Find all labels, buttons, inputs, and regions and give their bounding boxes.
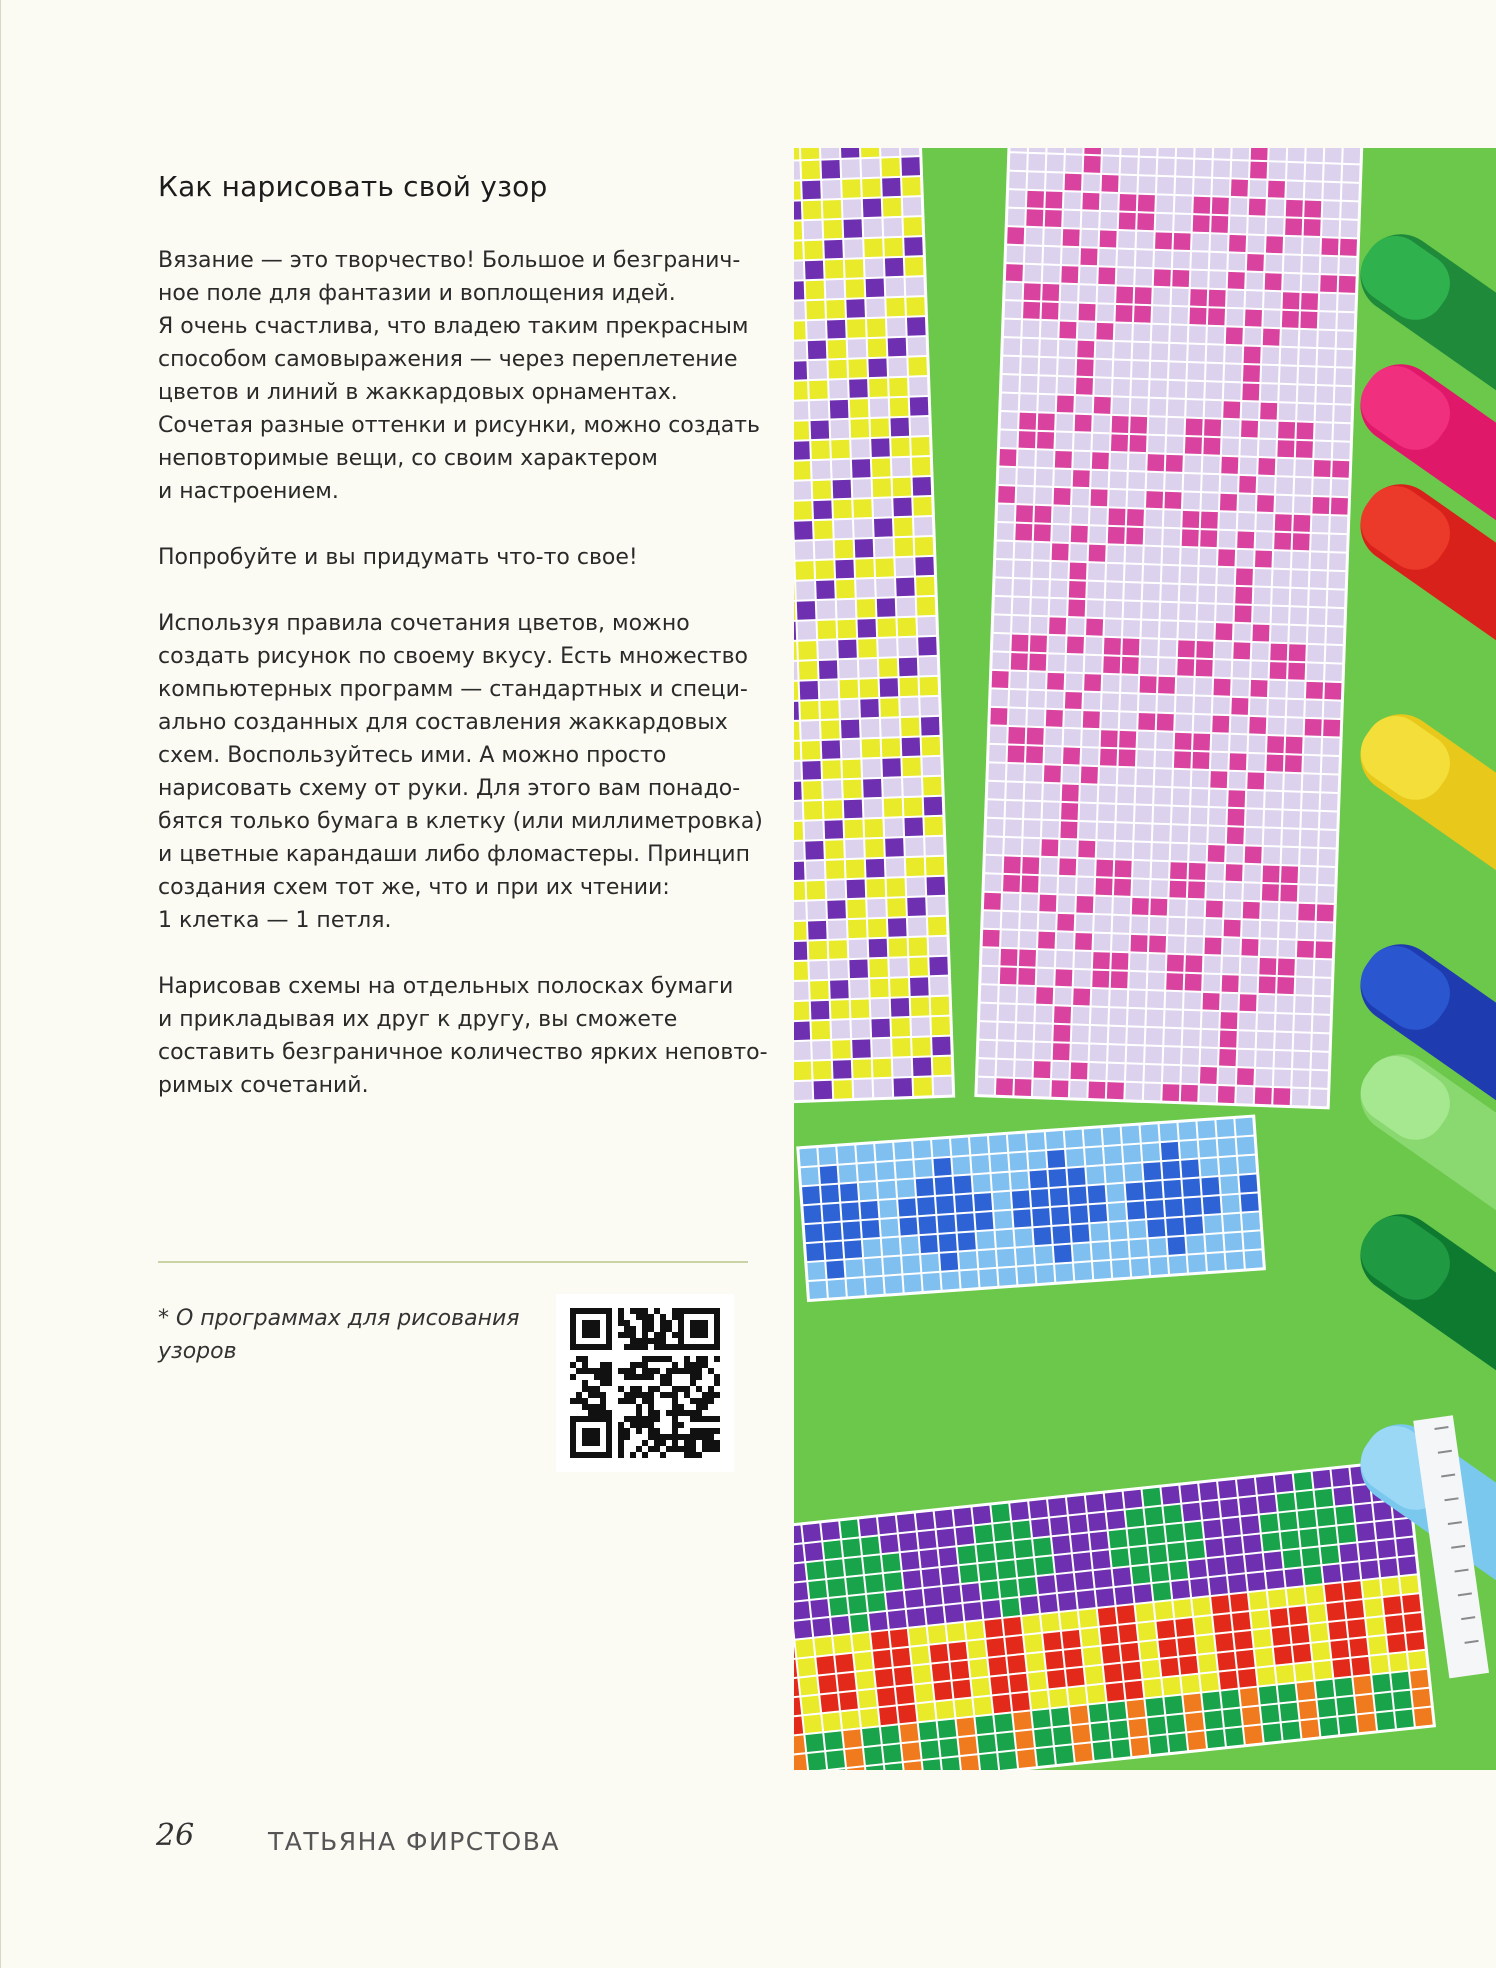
text-line: неповторимые вещи, со своим характером [158,446,658,471]
text-line: Я очень счастлива, что владею таким прекрасным [158,314,749,339]
qr-code[interactable] [556,1294,734,1472]
text-line: составить безграничное количество ярких неповто- [158,1040,768,1065]
text-line: Попробуйте и вы придумать что-то свое! [158,545,638,570]
text-line: Вязание — это творчество! Большое и безгранич- [158,248,741,273]
text-line: Используя правила сочетания цветов, можно [158,611,690,636]
page-edge [0,0,1,1968]
text-line: и прикладывая их друг к другу, вы сможете [158,1007,678,1032]
text-line: Нарисовав схемы на отдельных полосках бумаги [158,974,734,999]
text-line: способом самовыражения — через переплетение [158,347,738,372]
text-line: нарисовать схему от руки. Для этого вам понадо- [158,776,741,801]
text-line: создания схем тот же, что и при их чтении: [158,875,670,900]
text-line: компьютерных программ — стандартных и специ- [158,677,748,702]
text-line: цветов и линий в жаккардовых орнаментах. [158,380,678,405]
text-line: создать рисунок по своему вкусу. Есть множество [158,644,749,669]
text-line: схем. Воспользуйтесь ими. А можно просто [158,743,667,768]
text-line: ное поле для фантазии и воплощения идей. [158,281,676,306]
body-text [158,244,768,1135]
note-line: * О программах для рисования [158,1306,520,1331]
note-line: узоров [158,1339,237,1364]
text-line: бятся только бумага в клетку (или миллиметровка) [158,809,763,834]
paragraph [158,244,758,508]
paragraph [158,970,768,1102]
knitting-charts-photo [794,148,1496,1770]
qr-note [158,1302,558,1368]
text-line: ально созданных для составления жаккардовых [158,710,728,735]
author-name: ТАТЬЯНА ФИРСТОВА [268,1827,560,1856]
text-line: и настроением. [158,479,339,504]
photo-illustration [794,148,1496,1770]
text-line: 1 клетка — 1 петля. [158,908,392,933]
page-title: Как нарисовать свой узор [158,170,548,203]
paragraph [158,607,763,937]
text-line: римых сочетаний. [158,1073,369,1098]
text-line: и цветные карандаши либо фломастеры. Принцип [158,842,750,867]
page-number: 26 [156,1818,195,1853]
section-divider [158,1261,748,1263]
paragraph [158,541,758,574]
qr-code-image [556,1294,734,1472]
text-line: Сочетая разные оттенки и рисунки, можно создать [158,413,760,438]
